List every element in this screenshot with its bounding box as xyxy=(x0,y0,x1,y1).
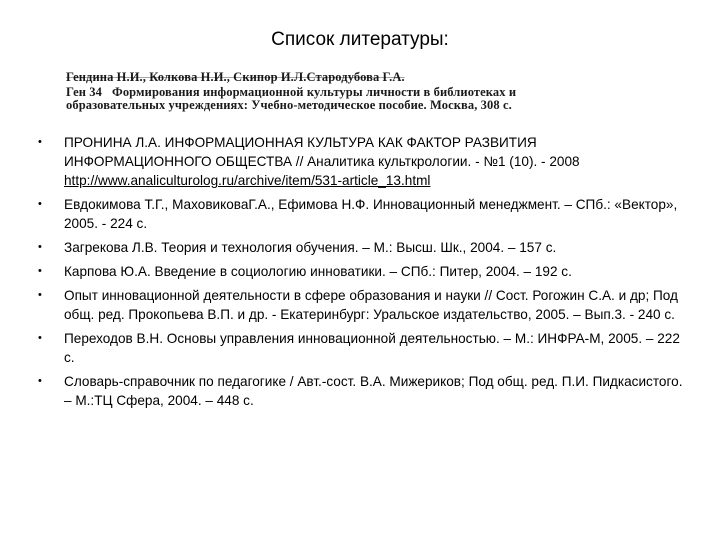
bullet-icon: • xyxy=(38,332,42,344)
reference-item xyxy=(38,195,688,233)
reference-item xyxy=(38,238,688,257)
bullet-icon: • xyxy=(38,289,42,301)
bullet-icon: • xyxy=(38,241,42,253)
reference-list xyxy=(38,133,688,415)
scanned-line-publisher: образовательных учреждениях: Учебно-методическое пособие. Москва, 308 с. xyxy=(66,98,512,112)
reference-text: Загрекова Л.В. Теория и технология обучения. – М.: Высш. Шк., 2004. – 157 с. xyxy=(64,240,557,255)
reference-text: Евдокимова Т.Г., МаховиковаГ.А., Ефимова Н.Ф. Инновационный менеджмент. – СПб.: «Вектор», 2005. - 224 с. xyxy=(64,197,678,231)
bullet-icon: • xyxy=(38,198,42,210)
reference-text: ПРОНИНА Л.А. ИНФОРМАЦИОННАЯ КУЛЬТУРА КАК ФАКТОР РАЗВИТИЯ ИНФОРМАЦИОННОГО ОБЩЕСТВА // Аналитика культкрологии. - №1 (10). - 2008 xyxy=(64,135,580,169)
reference-item xyxy=(38,329,688,367)
reference-item xyxy=(38,372,688,410)
slide-title: Список литературы: xyxy=(271,29,449,50)
reference-item xyxy=(38,133,688,190)
reference-text: Переходов В.Н. Основы управления инновационной деятельностью. – М.: ИНФРА-М, 2005. – 222 с. xyxy=(64,331,680,365)
scanned-catalog-code: Ген 34 xyxy=(66,85,102,99)
bullet-icon: • xyxy=(38,136,42,148)
reference-item xyxy=(38,286,688,324)
bullet-icon: • xyxy=(38,375,42,387)
reference-text: Опыт инновационной деятельности в сфере образования и науки // Сост. Рогожин С.А. и др; Под общ. ред. Прокопьева В.П. и др. - Екатеринбург: Уральское издательство, 2005. – Вып.3. - 240 с. xyxy=(64,288,678,322)
scanned-line-authors: Гендина Н.И., Колкова Н.И., Скипор И.Л.Стародубова Г.А. xyxy=(66,70,405,84)
reference-item xyxy=(38,262,688,281)
reference-link[interactable]: http://www.analiculturolog.ru/archive/item/531-article_13.html xyxy=(64,173,431,188)
scanned-title-text: Формирования информационной культуры личности в библиотеках и xyxy=(112,85,517,99)
bullet-icon: • xyxy=(38,265,42,277)
reference-text: Карпова Ю.А. Введение в социологию инноватики. – СПб.: Питер, 2004. – 192 с. xyxy=(64,264,572,279)
scanned-reference-image xyxy=(66,70,586,122)
reference-text: Словарь-справочник по педагогике / Авт.-сост. В.А. Мижериков; Под общ. ред. П.И. Пидкасистого. – М.:ТЦ Сфера, 2004. – 448 с. xyxy=(64,374,683,408)
